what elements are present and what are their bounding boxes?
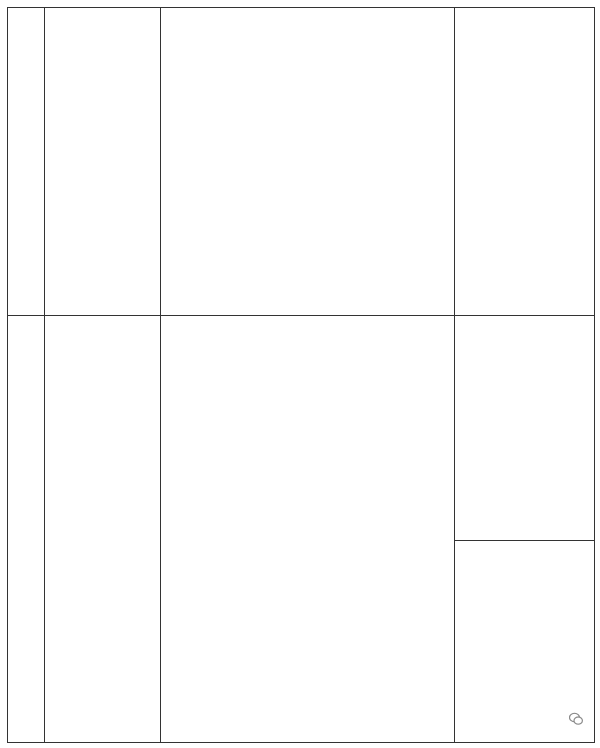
- route-cell: [161, 316, 455, 743]
- header-no: [8, 8, 45, 316]
- header-date: [45, 8, 161, 316]
- schedule-table: [7, 7, 595, 743]
- first-bus-time: [455, 316, 595, 541]
- date-cell: [45, 316, 161, 743]
- header-route: [161, 8, 455, 316]
- header-time: [455, 8, 595, 316]
- header-row: [8, 8, 595, 316]
- row-number: [8, 316, 45, 743]
- watermark: [569, 712, 588, 726]
- wechat-icon: [569, 712, 583, 726]
- schedule-row: [8, 316, 595, 541]
